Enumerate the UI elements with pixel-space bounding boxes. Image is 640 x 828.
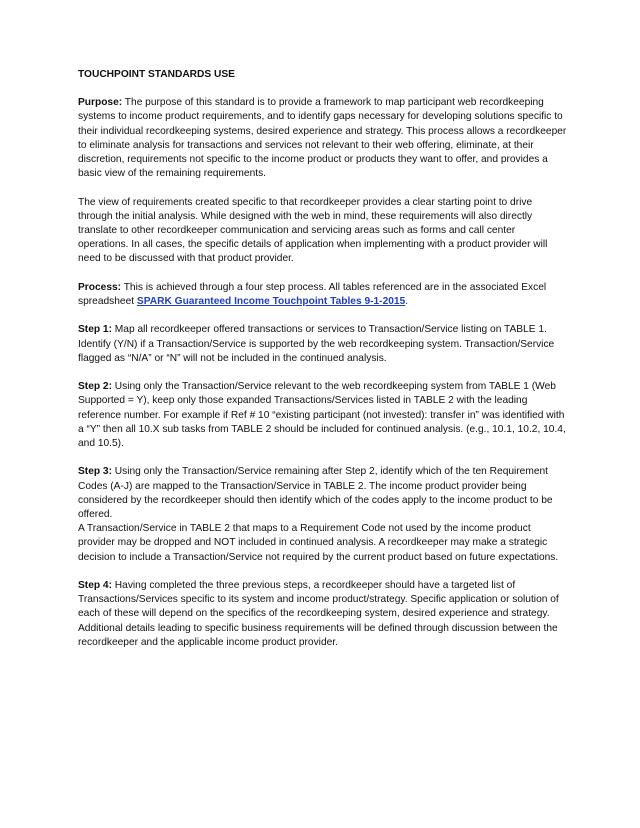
document-title: TOUCHPOINT STANDARDS USE	[78, 69, 235, 80]
view-paragraph: The view of requirements created specific to that recordkeeper provides a clear starting point to drive through the initial analysis. While designed with the web in mind, these requirements will also directly translate to other recordkeeper communication and servicing areas such as forms and call center operations. In all cases, the specific details of application when implementing with a product provider will need to be discussed with that product provider.	[78, 196, 548, 265]
step3-followup: A Transaction/Service in TABLE 2 that maps to a Requirement Code not used by the income product provider may be dropped and NOT included in continued analysis. A recordkeeper may make a strategic decision to include a Transaction/Service not required by the current product based on future expectations.	[78, 523, 559, 563]
process-paragraph	[78, 281, 568, 309]
spreadsheet-link[interactable]: SPARK Guaranteed Income Touchpoint Tables 9-1-2015	[136, 296, 406, 308]
step3-label: Step 3:	[78, 466, 112, 478]
step2-text: Using only the Transaction/Service relevant to the web recordkeeping system from TABLE 1 (Web Supported = Y), keep only those expanded Transactions/Services listed in TABLE 2 with the leading reference number. For example if Ref # 10 “existing participant (not invested): transfer in” was identified with a “Y” then all 10.X sub tasks from TABLE 2 should be included for continued analysis. (e.g., 10.1, 10.2, 10.4, and 10.5).	[78, 381, 566, 450]
process-text: This is achieved through a four step process. All tables referenced are in the associated Excel spreadsheet	[78, 281, 547, 308]
purpose-label: Purpose:	[78, 97, 123, 109]
step4-label: Step 4:	[78, 580, 112, 592]
process-after: .	[405, 296, 409, 308]
document-page	[78, 68, 568, 664]
purpose-paragraph	[78, 96, 568, 181]
step1-label: Step 1:	[78, 324, 112, 336]
step1-paragraph	[78, 323, 568, 366]
step2-paragraph	[78, 380, 568, 451]
step3-paragraph	[78, 465, 568, 522]
purpose-text: The purpose of this standard is to provide a framework to map participant web recordkeeping systems to income product requirements, and to identify gaps necessary for developing solutions specific to their individual recordkeeping systems, desired experience and strategy. This process allows a recordkeeper to eliminate analysis for transactions and services not relevant to their web offering, eliminate, at their discretion, requirements not specific to the income product or products they want to offer, and provides a basic view of the remaining requirements.	[78, 97, 567, 180]
step4-text: Having completed the three previous steps, a recordkeeper should have a targeted list of Transactions/Services specific to its system and income product/strategy. Specific application or solution of each of these will depend on the specifics of the recordkeeping system, desired experience and strategy. Additional details leading to specific business requirements will be defined through discussion between the recordkeeper and the applicable income product provider.	[78, 580, 559, 648]
step4-paragraph	[78, 579, 568, 650]
step3-text: Using only the Transaction/Service remaining after Step 2, identify which of the ten Requirement Codes (A-J) are mapped to the Transaction/Service in TABLE 2. The income product provider being considered by the recordkeeper should then identify which of the codes apply to the income product to be offered.	[78, 466, 553, 521]
step1-text: Map all recordkeeper offered transactions or services to Transaction/Service listing on TABLE 1. Identify (Y/N) if a Transaction/Service is supported by the web recordkeeping system. Transaction/Service flagged as “N/A” or “N” will not be included in the continued analysis.	[78, 324, 555, 364]
process-label: Process:	[78, 281, 122, 293]
step2-label: Step 2:	[78, 381, 112, 393]
